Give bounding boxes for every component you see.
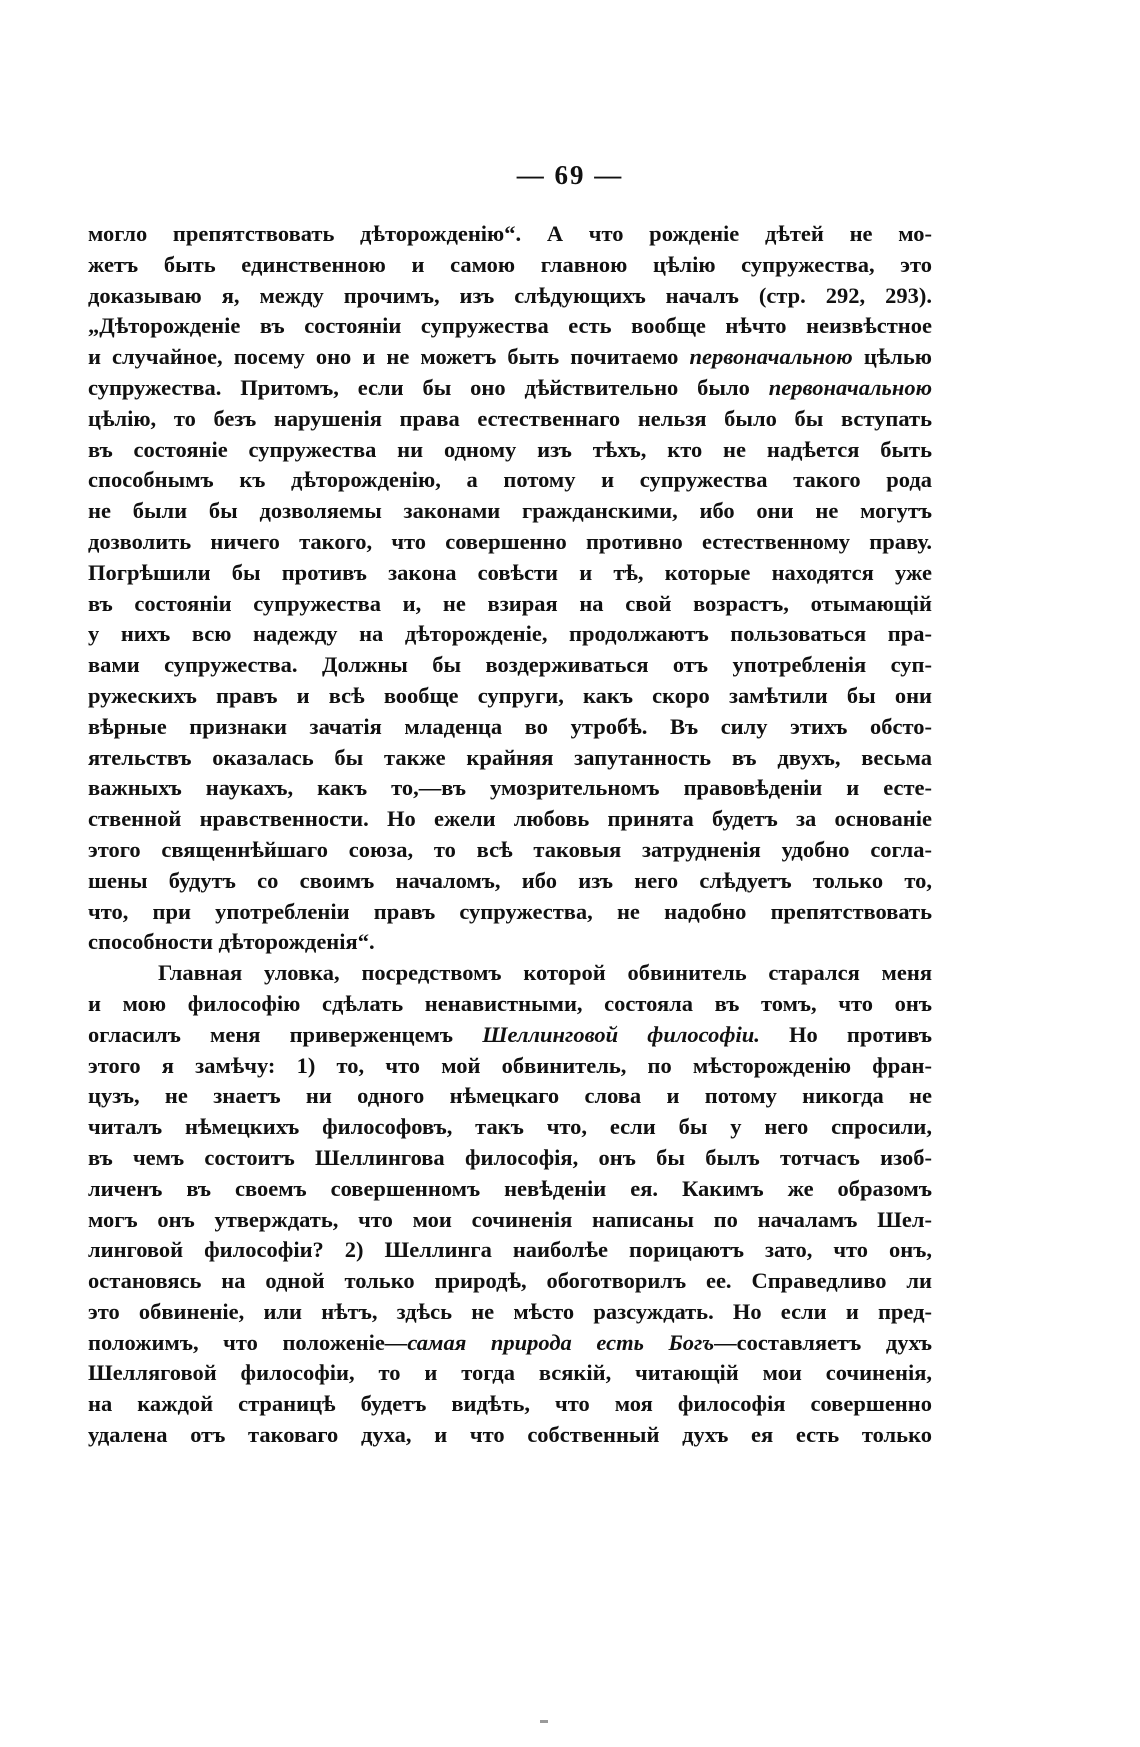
- text-line: что, при употребленіи правъ супружества, не надобно препятствовать: [88, 898, 932, 924]
- text-line: доказываю я, между прочимъ, изъ слѣдующихъ началъ (стр. 292, 293).: [88, 282, 932, 308]
- text-line: этого я замѣчу: 1) то, что мой обвинитель, по мѣсторожденію фран-: [88, 1052, 932, 1078]
- text-line: и мою философію сдѣлать ненавистными, состояла въ томъ, что онъ: [88, 990, 932, 1016]
- text-line: въ состояніи супружества и, не взирая на свой возрастъ, отымающій: [88, 590, 932, 616]
- text-segment: супружества. Притомъ, если бы оно дѣйствительно было: [88, 374, 769, 400]
- text-line: читалъ нѣмецкихъ философовъ, такъ что, если бы у него спросили,: [88, 1114, 932, 1140]
- text-line: въ состояніе супружества ни одному изъ тѣхъ, кто не надѣется быть: [88, 436, 932, 462]
- text-line: это обвиненіе, или нѣтъ, здѣсь не мѣсто разсуждать. Но если и пред-: [88, 1298, 932, 1324]
- text-line: могло препятствовать дѣторожденію“. А что рожденіе дѣтей не мо-: [88, 221, 932, 246]
- text-line: ятельствъ оказалась бы также крайняя запутанность въ двухъ, весьма: [88, 744, 932, 770]
- text-segment: и случайное, посему оно и не можетъ быть почитаемо: [88, 344, 690, 370]
- text-line: Погрѣшили бы противъ закона совѣсти и тѣ, которые находятся уже: [88, 559, 932, 585]
- text-segment: —составляетъ духъ: [714, 1329, 932, 1355]
- text-segment: цѣлью: [852, 344, 932, 370]
- text-line: дозволить ничего такого, что совершенно противно естественному праву.: [88, 528, 932, 554]
- text-line: на каждой страницѣ будетъ видѣть, что моя философія совершенно: [88, 1391, 932, 1417]
- text-line: важныхъ наукахъ, какъ то,—въ умозрительномъ правовѣденіи и есте-: [88, 775, 932, 801]
- text-line: удалена отъ таковаго духа, и что собственный духъ ея есть только: [88, 1422, 932, 1448]
- text-line: шены будутъ со своимъ началомъ, ибо изъ него слѣдуетъ только то,: [88, 867, 932, 893]
- text-line: вами супружества. Должны бы воздерживаться отъ употребленія суп-: [88, 652, 932, 678]
- text-line: вѣрные признаки зачатія младенца во утробѣ. Въ силу этихъ обсто-: [88, 713, 932, 739]
- text-line: линговой философіи? 2) Шеллинга наиболѣе порицаютъ зато, что онъ,: [88, 1237, 932, 1263]
- text-line: остановясь на одной только природѣ, обоготворилъ ее. Справедливо ли: [88, 1268, 932, 1294]
- text-line: способности дѣторожденія“.: [88, 929, 375, 955]
- text-segment: Но противъ: [759, 1021, 932, 1047]
- text-line: [88, 342, 932, 373]
- text-line: цѣлію, то безъ нарушенія права естественнаго нельзя было бы вступать: [88, 405, 932, 431]
- text-line: не были бы дозволяемы законами гражданскими, ибо они не могутъ: [88, 498, 932, 524]
- italic-term: —самая природа есть Богъ: [384, 1329, 715, 1355]
- text-line: личенъ въ своемъ совершенномъ невѣденіи ея. Какимъ же образомъ: [88, 1175, 932, 1201]
- text-line: Шелляговой философіи, то и тогда всякій, читающій мои сочиненія,: [88, 1360, 932, 1386]
- text-line: жетъ быть единственною и самою главною цѣлію супружества, это: [88, 251, 932, 277]
- italic-term: Шеллинговой философіи.: [482, 1021, 760, 1047]
- text-line: ружескихъ правъ и всѣ вообще супруги, какъ скоро замѣтили бы они: [88, 682, 932, 708]
- text-line: этого священнѣйшаго союза, то всѣ таковыя затрудненія удобно согла-: [88, 836, 932, 862]
- italic-term: первоначальною: [689, 344, 853, 370]
- text-line: у нихъ всю надежду на дѣторожденіе, продолжаютъ пользоваться пра-: [88, 621, 932, 647]
- text-line: [88, 1020, 932, 1051]
- text-line: „Дѣторожденіе въ состояніи супружества есть вообще нѣчто неизвѣстное: [88, 313, 932, 339]
- text-line: ственной нравственности. Но ежели любовь принята будетъ за основаніе: [88, 806, 932, 832]
- text-line: въ чемъ состоитъ Шеллингова философія, онъ бы былъ тотчасъ изоб-: [88, 1144, 932, 1170]
- text-line: [88, 373, 932, 404]
- text-line: способнымъ къ дѣторожденію, а потому и супружества такого рода: [88, 467, 932, 493]
- paragraph-start-line: Главная уловка, посредствомъ которой обвинитель старался меня: [158, 960, 932, 986]
- text-segment: положимъ, что положеніе: [88, 1329, 385, 1355]
- body-text: [88, 219, 932, 1451]
- text-line: цузъ, не знаетъ ни одного нѣмецкаго слова и потому никогда не: [88, 1083, 932, 1109]
- text-segment: огласилъ меня приверженцемъ: [88, 1021, 483, 1047]
- text-line: могъ онъ утверждать, что мои сочиненія написаны по началамъ Шел-: [88, 1206, 932, 1232]
- text-line: [88, 1328, 932, 1359]
- italic-term: первоначальною: [768, 374, 932, 400]
- print-mark: [540, 1720, 548, 1723]
- page-number: — 69 —: [516, 160, 624, 190]
